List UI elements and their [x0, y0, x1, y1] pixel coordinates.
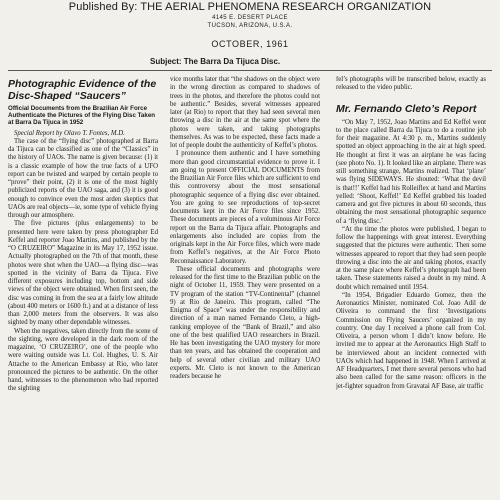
article-paragraph: When the negatives, taken directly from the scene of the sighting, were developed in the dark room of the magazine, ‘O CRUZEIRO’, one of the people who were waiting outside was Lt. Col. Hughes, U. S. Air Attache to the American Embassy at Rio, who later pronounced the pictures to be authentic. On the other hand, witnesses to the phenomenon who had reported the sighting — [8, 327, 158, 393]
column-1 — [8, 76, 158, 500]
column-3 — [336, 76, 486, 500]
address-line-2: TUCSON, ARIZONA, U.S.A. — [207, 23, 293, 29]
header-divider — [8, 70, 492, 71]
report-title: Mr. Fernando Cleto’s Report — [336, 102, 477, 115]
address-line-1: 4145 E. DESERT PLACE — [212, 15, 288, 21]
article-subtitle: Official Documents from the Brazilian Air Force Authenticate the Pictures of the Flying Disc Taken at Barra Da Tijuca in 1952 — [8, 105, 156, 127]
subject-line: Subject: The Barra Da Tijuca Disc. — [150, 57, 281, 66]
report-paragraph: “In 1954, Brigadier Eduardo Gomez, then the Aeronautics Minister, nominated Col. Joao Adil de Oliveira to command the first ‘Investigations Commission on Flying Saucers’ organized in my country. One day I received a phone call from Col. Oliveira, a person whom I didn’t know before. He invited me to appear at the Aeronautics High Staff to be interviewed about an incident connected with UAOs which had happened in 1948. When I arrived at AF Headquarters, I met there several persons who had also been called for the same reason: officers in the jet-fighter squadron from Gravatai AF Base, air traffic — [336, 291, 486, 390]
article-title: Photographic Evidence of the Disc-Shaped “Saucers” — [8, 78, 157, 102]
issue-date: OCTOBER, 1961 — [211, 39, 289, 49]
article-paragraph: vice months later that “the shadows on the object were in the wrong direction as compared to shadows of trees in the photos, and therefore the photos could not be authentic.” Besides, several witnesses appeared later (at Rio) to report that they had seen several men throwing a disc in the air at the same spot where the photos were taken, and taking photographs themselves. As was to be expected, these facts made a lot of people doubt the authenticity of Keffel’s photos. — [170, 76, 320, 149]
article-paragraph: fel’s photographs will be transcribed below, exactly as released to the video public. — [336, 76, 486, 92]
report-paragraph: “At the time the photos were published, I began to follow the happenings with great interest. Everything suggested that the pictures were authentic. Then some witnesses appeared to report that they had seen people throwing a disc into the air and taking photos, exactly at the same place where Keffel’s photograph had been taken. These statements raised a doubt in my mind. A doubt which remained until 1954. — [336, 225, 486, 291]
article-paragraph: These official documents and photographs were released for the first time to the Brazilian public on the night of October 11, 1959. They were presented on a TV program of the station “TV-Continental” (channel 9) at Rio de Janeiro. This program, called “The Enigma of Space” was under the responsibility and direction of a man named Fernando Cleto, a high-ranking employee of the “Bank of Brazil,” and also one of the best qualified UAO researchers in Brazil. He has been investigating the UAO mystery for more than ten years, and has obtained the cooperation and help of several other civilian and military UAO experts. Mr. Cleto is not known to the American readers because he — [170, 265, 320, 380]
publisher-line: Published By: THE AERIAL PHENOMENA RESEARCH ORGANIZATION — [68, 1, 432, 13]
masthead — [0, 0, 500, 60]
article-paragraph: The five pictures (plus enlargements) to be presented here were taken by press photographer Ed Keffel and reporter Joao Martins, and published by the “O CRUZEIRO” Magazine in its May 17, 1952 issue. Actually photographed on the 7th of that month, these photos were shot when the UAO—a flying disc—was spotted in the vicinity of Barra da Tijuca. Five different exposures including top, bottom and side views of the object were obtained. When first seen, the disc was coming in from the sea at a fairly low altitude (about 400 meters or 1600 ft.) and at a distance of less than 2,000 meters from the observers. It was also sighted by many other dependable witnesses. — [8, 220, 158, 327]
article-paragraph: The case of the “flying disc” photographed at Barra da Tijuca can be classified as one of the “Classics” in the history of UAOs. The name is given because: (1) it is a classic example of how the true facts of a UFO report can be twisted and warped by certain people to “prove” their point, (2) it is one of the most highly publicized reports of the UAO saga, and (3) it is good enough to convince even the most arden skeptics that UAOs are real objects—ie, some type of vehicle flying through our atmosphere. — [8, 137, 158, 220]
article-paragraph: I pronounce them authentic and I have something more than good circumstantial evidence to prove it. I am going to present OFFICIAL DOCUMENTS from the Brazilian Air Force files which are sufficient to end this controversy about the most sensational photographic sequence of a flying disc ever obtained. You are going to see reproductions of top-secret documents kept in the Air Force files since 1952. These documents are pieces of a voluminous Air Force report on the Barra da Tijuca affair. Photographs and enlargements also included are copies from the originals kept in the Air Force files, which were made from Keffel’s negatives, at the Air Force Photo Reconnaissance Laboratory. — [170, 150, 320, 265]
article-byline: Special Report by Olavo T. Fontes, M.D. — [14, 129, 125, 137]
column-2 — [170, 76, 320, 500]
report-paragraph: “On May 7, 1952, Joao Martins and Ed Keffel went to the place called Barra da Tijuca to do a routine job for their magazine. At 4:30 p. m., Martins suddenly spotted an object approaching in the air at high speed. He thought at first it was an airplane he was facing (see photo No. 1). It looked like an airplane. There was still something strange, Martins realized. That ‘plane’ was flying SIDEWAYS. He shouted: ‘What the devil is that!!’ Keffel had his Rolleiflex at hand and Martins yelled: ‘Shoot, Keffel!’ Ed Keffel grabbed his loaded camera and got five pictures in about 60 seconds, thus obtaining the most sensational photographic sequence of a ‘flying disc.’ — [336, 118, 486, 225]
